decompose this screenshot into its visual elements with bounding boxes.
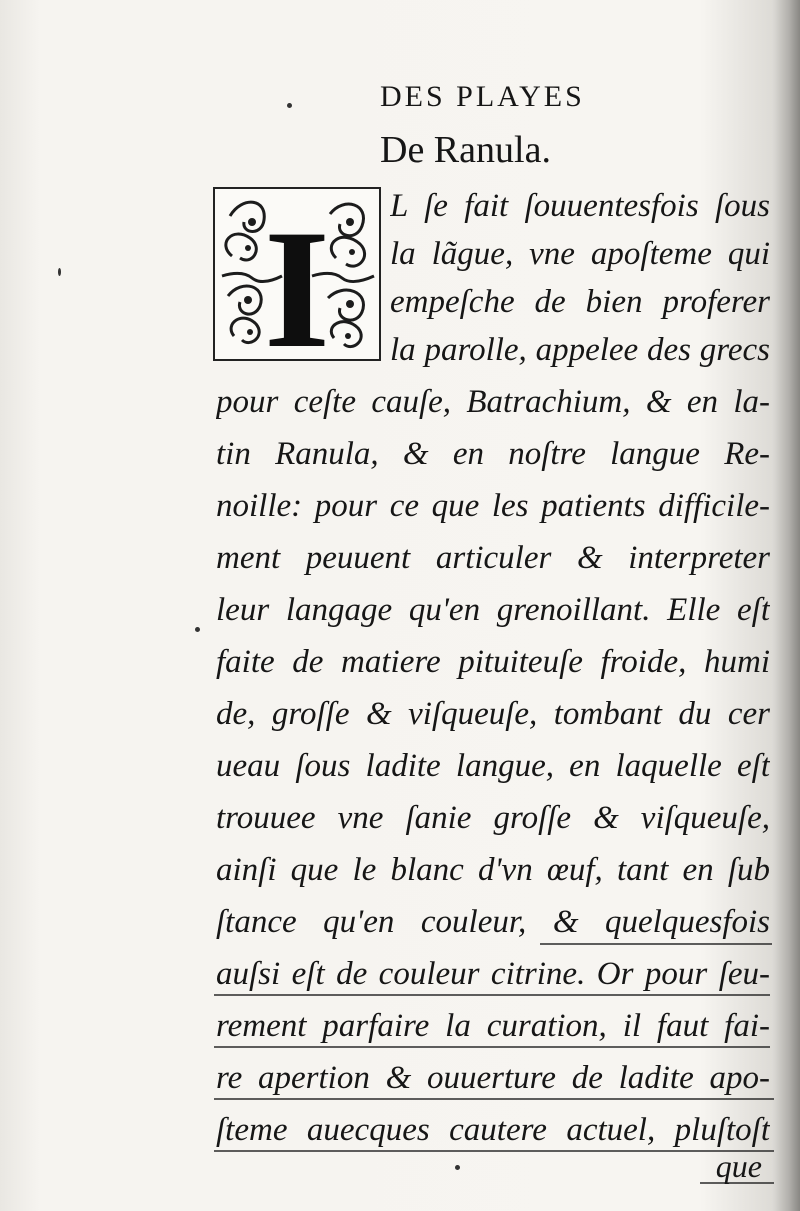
text-line: L ſe fait ſouuentesfois ſous [390, 188, 770, 224]
text-line: la lãgue, vne apoſteme qui [390, 236, 770, 272]
text-line: trouuee vne ſanie groſſe & viſqueuſe, [216, 800, 770, 836]
ink-speck [195, 627, 200, 632]
ink-underline [214, 1046, 770, 1048]
ink-speck [58, 268, 61, 276]
text-line: la parolle, appelee des grecs [390, 332, 770, 368]
section-title: De Ranula. [380, 129, 551, 171]
text-line: ment peuuent articuler & interpreter [216, 540, 770, 576]
text-line: ueau ſous ladite langue, en laquelle eſt [216, 748, 770, 784]
text-line: auſsi eſt de couleur citrine. Or pour ſeu- [216, 956, 770, 992]
ink-speck [455, 1165, 460, 1170]
running-head: DES PLAYES [380, 80, 585, 113]
text-line: leur langage qu'en grenoillant. Elle eſt [216, 592, 770, 628]
text-line: pour ceſte cauſe, Batrachium, & en la- [216, 384, 770, 420]
text-line: rement parfaire la curation, il faut fai- [216, 1008, 770, 1044]
ink-speck [287, 103, 292, 108]
catchword: que [715, 1148, 762, 1184]
ornamental-drop-cap [212, 186, 382, 362]
text-line: re apertion & ouuerture de ladite apo- [216, 1060, 770, 1096]
ink-underline [214, 1150, 774, 1152]
text-line: faite de matiere pituiteuſe froide, humi [216, 644, 770, 680]
page-gutter-shadow [772, 0, 800, 1211]
text-line: empeſche de bien proferer [390, 284, 770, 320]
ink-underline [214, 994, 770, 996]
text-line: ſteme auecques cautere actuel, pluſtoſt [216, 1112, 770, 1148]
text-line: ſtance qu'en couleur, & quelquesfois [216, 904, 770, 940]
text-line: tin Ranula, & en noſtre langue Re- [216, 436, 770, 472]
ink-underline [540, 943, 772, 945]
text-line: de, groſſe & viſqueuſe, tombant du cer [216, 696, 770, 732]
ink-underline [214, 1098, 774, 1100]
text-line: ainſi que le blanc d'vn œuf, tant en ſub [216, 852, 770, 888]
text-line: noille: pour ce que les patients difficile- [216, 488, 770, 524]
drop-cap-letter: I [263, 195, 331, 362]
